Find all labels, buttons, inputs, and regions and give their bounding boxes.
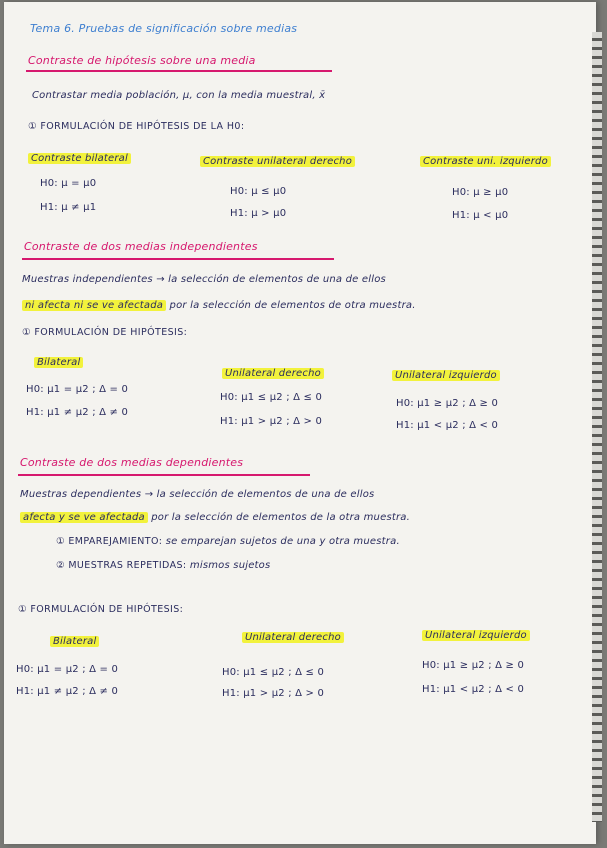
s3-col-2-label: Unilateral derecho <box>242 632 344 643</box>
section-1-underline <box>26 70 332 72</box>
s2-col-2-h0: H0: μ1 ≤ μ2 ; Δ ≤ 0 <box>220 392 323 403</box>
s1-col-1-label: Contraste bilateral <box>28 153 131 164</box>
section-2-step: ① FORMULACIÓN DE HIPÓTESIS: <box>22 327 188 338</box>
spiral-binding <box>592 32 602 822</box>
section-3-line-1: Muestras dependientes → la selección de elementos de una de ellos <box>20 489 375 500</box>
s1-col-2-label: Contraste unilateral derecho <box>200 156 355 167</box>
section-1-step: ① FORMULACIÓN DE HIPÓTESIS DE LA H0: <box>28 121 245 132</box>
s1-col-3-label: Contraste uni. izquierdo <box>420 156 551 167</box>
section-1-heading: Contraste de hipótesis sobre una media <box>28 54 256 67</box>
page-title: Tema 6. Pruebas de significación sobre medias <box>30 22 298 35</box>
section-2-line-2: ni afecta ni se ve afectada por la selección de elementos de otra muestra. <box>22 300 416 311</box>
s2-col-3-h0: H0: μ1 ≥ μ2 ; Δ ≥ 0 <box>396 398 499 409</box>
s3-col-3-label: Unilateral izquierdo <box>422 630 530 641</box>
section-3-line-2: afecta y se ve afectada por la selección de elementos de la otra muestra. <box>20 512 410 523</box>
section-3-item-2: ② MUESTRAS REPETIDAS: mismos sujetos <box>56 560 271 571</box>
s2-col-3-h1: H1: μ1 < μ2 ; Δ < 0 <box>396 420 499 431</box>
s1-col-1-h0: H0: μ = μ0 <box>40 178 97 189</box>
s1-col-2-h0: H0: μ ≤ μ0 <box>230 186 287 197</box>
section-2-underline <box>22 258 334 260</box>
s3-col-3-h0: H0: μ1 ≥ μ2 ; Δ ≥ 0 <box>422 660 525 671</box>
section-3-underline <box>18 474 310 476</box>
section-1-intro: Contrastar media población, μ, con la media muestral, x̄ <box>32 90 326 101</box>
s1-col-3-h0: H0: μ ≥ μ0 <box>452 187 509 198</box>
s2-col-2-label: Unilateral derecho <box>222 368 324 379</box>
s2-col-3-label: Unilateral izquierdo <box>392 370 500 381</box>
s3-col-1-h0: H0: μ1 = μ2 ; Δ = 0 <box>16 664 119 675</box>
notebook-page <box>4 2 596 844</box>
s3-col-3-h1: H1: μ1 < μ2 ; Δ < 0 <box>422 684 525 695</box>
s1-col-1-h1: H1: μ ≠ μ1 <box>40 202 97 213</box>
s3-col-2-h1: H1: μ1 > μ2 ; Δ > 0 <box>222 688 325 699</box>
section-2-highlight: ni afecta ni se ve afectada <box>22 300 166 311</box>
section-3-step: ① FORMULACIÓN DE HIPÓTESIS: <box>18 604 184 615</box>
section-2-heading: Contraste de dos medias independientes <box>24 240 258 253</box>
s3-col-2-h0: H0: μ1 ≤ μ2 ; Δ ≤ 0 <box>222 667 325 678</box>
s1-col-2-h1: H1: μ > μ0 <box>230 208 287 219</box>
s1-col-3-h1: H1: μ < μ0 <box>452 210 509 221</box>
s2-col-1-label: Bilateral <box>34 357 83 368</box>
s2-col-1-h1: H1: μ1 ≠ μ2 ; Δ ≠ 0 <box>26 407 129 418</box>
s3-col-1-label: Bilateral <box>50 636 99 647</box>
s2-col-1-h0: H0: μ1 = μ2 ; Δ = 0 <box>26 384 129 395</box>
s2-col-2-h1: H1: μ1 > μ2 ; Δ > 0 <box>220 416 323 427</box>
section-3-highlight: afecta y se ve afectada <box>20 512 148 523</box>
s3-col-1-h1: H1: μ1 ≠ μ2 ; Δ ≠ 0 <box>16 686 119 697</box>
section-3-heading: Contraste de dos medias dependientes <box>20 456 244 469</box>
section-2-line-1: Muestras independientes → la selección de elementos de una de ellos <box>22 274 386 285</box>
section-3-item-1: ① EMPAREJAMIENTO: se emparejan sujetos de una y otra muestra. <box>56 536 400 547</box>
